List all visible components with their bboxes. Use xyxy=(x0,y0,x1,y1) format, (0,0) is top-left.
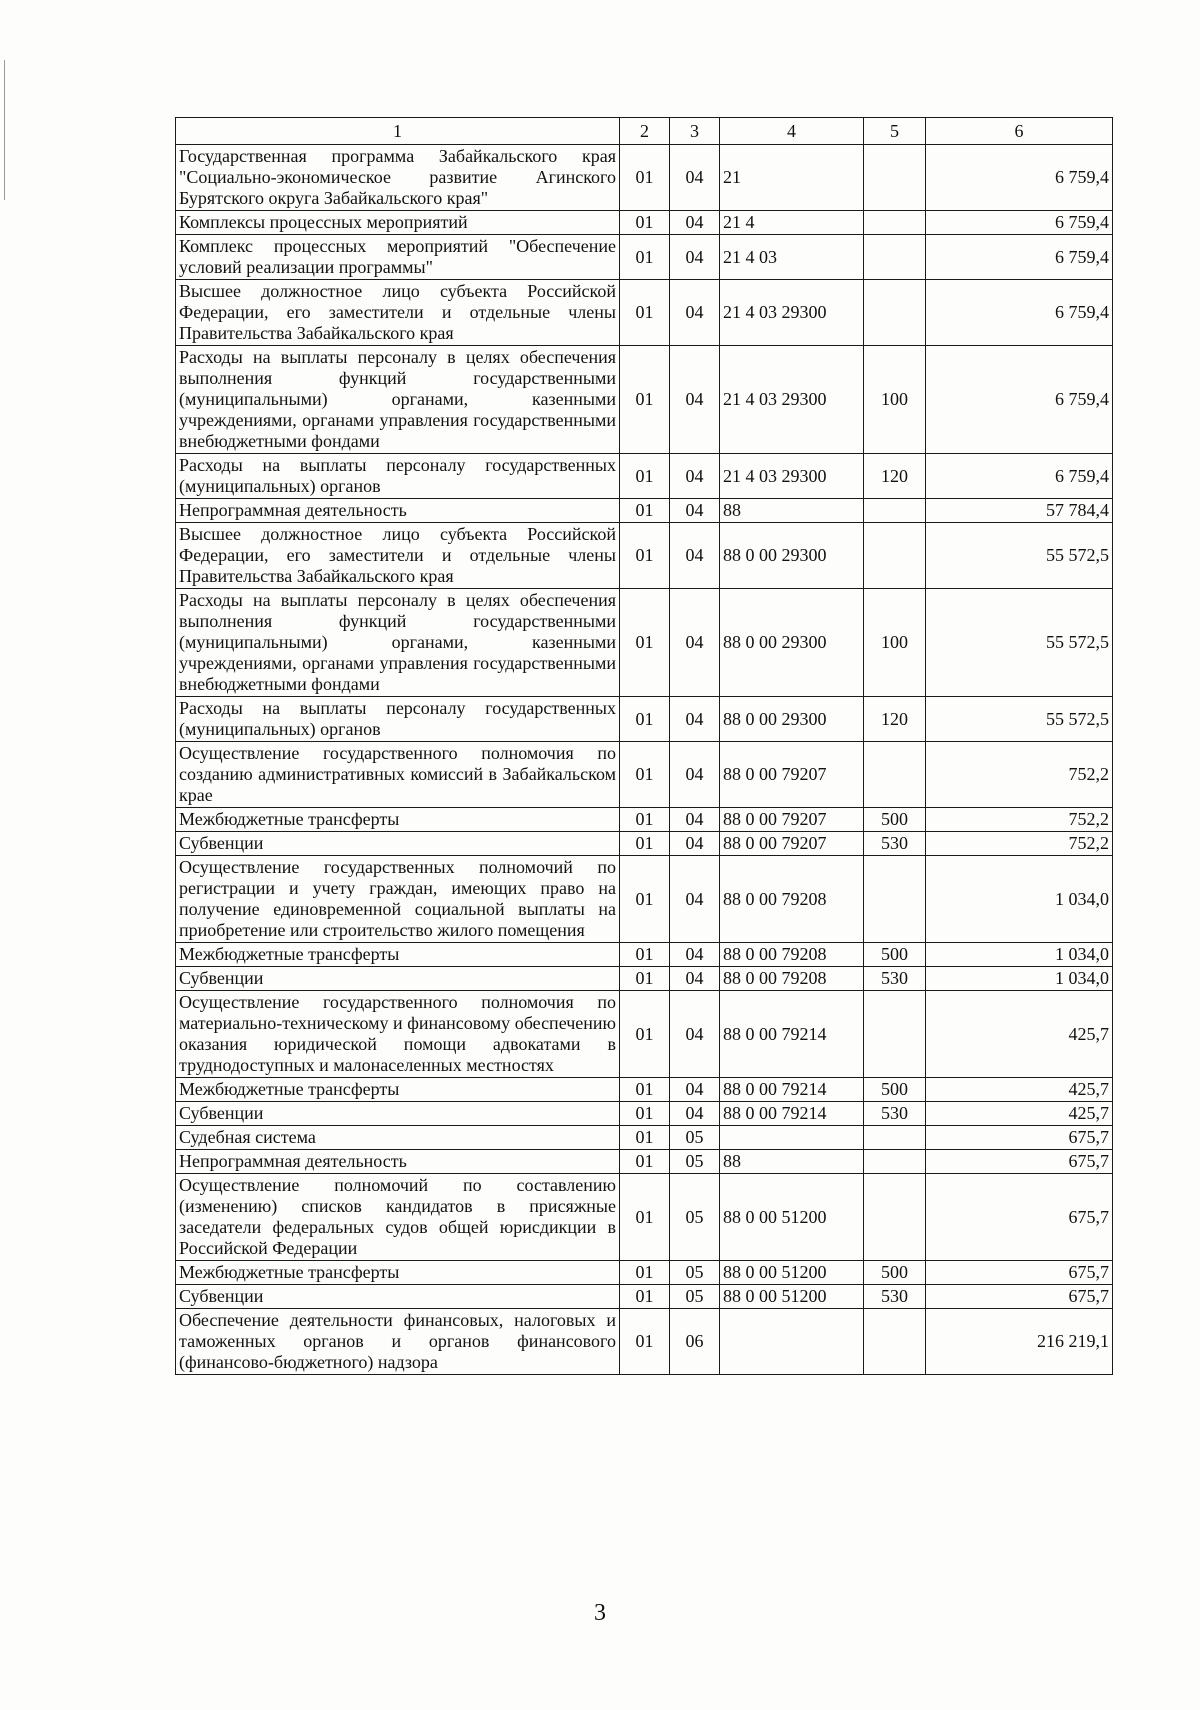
cell-name: Государственная программа Забайкальского края "Социально-экономическое развитие Агинского Бурятского округа Забайкальского края" xyxy=(176,145,620,211)
cell-subsection: 05 xyxy=(670,1285,720,1309)
cell-expense-type: 530 xyxy=(864,832,926,856)
cell-amount: 675,7 xyxy=(926,1261,1113,1285)
cell-amount: 57 784,4 xyxy=(926,499,1113,523)
cell-section: 01 xyxy=(620,523,670,589)
cell-name: Межбюджетные трансферты xyxy=(176,1078,620,1102)
table-row xyxy=(176,1150,1113,1174)
table-row xyxy=(176,499,1113,523)
cell-section: 01 xyxy=(620,1285,670,1309)
cell-subsection: 04 xyxy=(670,967,720,991)
cell-name: Межбюджетные трансферты xyxy=(176,1261,620,1285)
cell-name: Непрограммная деятельность xyxy=(176,499,620,523)
cell-amount: 1 034,0 xyxy=(926,856,1113,943)
cell-amount: 6 759,4 xyxy=(926,211,1113,235)
cell-target-article xyxy=(720,1309,864,1375)
cell-expense-type: 120 xyxy=(864,697,926,742)
cell-target-article: 88 0 00 79207 xyxy=(720,832,864,856)
cell-subsection: 06 xyxy=(670,1309,720,1375)
cell-target-article: 88 0 00 79208 xyxy=(720,856,864,943)
cell-expense-type: 530 xyxy=(864,967,926,991)
scan-margin-line xyxy=(4,60,5,200)
cell-target-article: 21 4 03 xyxy=(720,235,864,280)
cell-expense-type xyxy=(864,211,926,235)
table-row xyxy=(176,832,1113,856)
cell-amount: 1 034,0 xyxy=(926,967,1113,991)
cell-amount: 1 034,0 xyxy=(926,943,1113,967)
cell-target-article: 88 0 00 79214 xyxy=(720,1078,864,1102)
cell-subsection: 04 xyxy=(670,697,720,742)
cell-target-article: 88 0 00 29300 xyxy=(720,697,864,742)
cell-name: Осуществление государственных полномочий по регистрации и учету граждан, имеющих право на получение единовременной социальной выплаты на приобретение или строительство жилого помещения xyxy=(176,856,620,943)
cell-expense-type xyxy=(864,856,926,943)
cell-subsection: 04 xyxy=(670,943,720,967)
cell-section: 01 xyxy=(620,280,670,346)
header-cell-name: 1 xyxy=(176,118,620,145)
cell-section: 01 xyxy=(620,589,670,697)
page-number: 3 xyxy=(594,1600,606,1626)
cell-name: Осуществление государственного полномочия по созданию административных комиссий в Забайкальском крае xyxy=(176,742,620,808)
budget-table xyxy=(175,117,1113,1375)
cell-amount: 425,7 xyxy=(926,1078,1113,1102)
cell-name: Субвенции xyxy=(176,832,620,856)
cell-subsection: 04 xyxy=(670,280,720,346)
cell-name: Осуществление полномочий по составлению (изменению) списков кандидатов в присяжные заседатели федеральных судов общей юрисдикции в Российской Федерации xyxy=(176,1174,620,1261)
cell-amount: 6 759,4 xyxy=(926,346,1113,454)
cell-subsection: 04 xyxy=(670,856,720,943)
cell-subsection: 04 xyxy=(670,1078,720,1102)
cell-subsection: 04 xyxy=(670,991,720,1078)
cell-name: Осуществление государственного полномочия по материально-техническому и финансовому обеспечению оказания юридической помощи адвокатами в труднодоступных и малонаселенных местностях xyxy=(176,991,620,1078)
cell-expense-type xyxy=(864,742,926,808)
cell-target-article: 88 0 00 79208 xyxy=(720,967,864,991)
cell-section: 01 xyxy=(620,454,670,499)
cell-section: 01 xyxy=(620,145,670,211)
cell-name: Расходы на выплаты персоналу государственных (муниципальных) органов xyxy=(176,454,620,499)
header-cell-subsection: 3 xyxy=(670,118,720,145)
cell-name: Комплексы процессных мероприятий xyxy=(176,211,620,235)
cell-expense-type xyxy=(864,280,926,346)
cell-amount: 6 759,4 xyxy=(926,145,1113,211)
table-row xyxy=(176,211,1113,235)
cell-subsection: 04 xyxy=(670,346,720,454)
cell-target-article: 21 4 03 29300 xyxy=(720,346,864,454)
cell-target-article: 88 0 00 29300 xyxy=(720,523,864,589)
cell-amount: 6 759,4 xyxy=(926,235,1113,280)
cell-target-article: 88 0 00 79208 xyxy=(720,943,864,967)
cell-expense-type: 120 xyxy=(864,454,926,499)
cell-name: Субвенции xyxy=(176,1285,620,1309)
cell-name: Расходы на выплаты персоналу в целях обеспечения выполнения функций государственными (муниципальными) органами, казенными учреждениями, органами управления государственными внебюджетными фондами xyxy=(176,589,620,697)
cell-section: 01 xyxy=(620,943,670,967)
cell-target-article: 21 4 xyxy=(720,211,864,235)
cell-name: Межбюджетные трансферты xyxy=(176,808,620,832)
cell-subsection: 04 xyxy=(670,145,720,211)
cell-name: Высшее должностное лицо субъекта Российской Федерации, его заместители и отдельные члены Правительства Забайкальского края xyxy=(176,280,620,346)
cell-section: 01 xyxy=(620,742,670,808)
table-header-row xyxy=(176,118,1113,145)
cell-section: 01 xyxy=(620,1126,670,1150)
header-cell-amount: 6 xyxy=(926,118,1113,145)
cell-subsection: 04 xyxy=(670,499,720,523)
cell-expense-type xyxy=(864,1174,926,1261)
table-row xyxy=(176,523,1113,589)
cell-name: Судебная система xyxy=(176,1126,620,1150)
cell-amount: 752,2 xyxy=(926,742,1113,808)
cell-subsection: 05 xyxy=(670,1126,720,1150)
table-row xyxy=(176,697,1113,742)
cell-name: Расходы на выплаты персоналу государственных (муниципальных) органов xyxy=(176,697,620,742)
cell-name: Субвенции xyxy=(176,1102,620,1126)
cell-expense-type xyxy=(864,145,926,211)
table-row xyxy=(176,1102,1113,1126)
cell-expense-type xyxy=(864,1126,926,1150)
cell-expense-type xyxy=(864,1150,926,1174)
table-row xyxy=(176,1078,1113,1102)
cell-amount: 675,7 xyxy=(926,1126,1113,1150)
cell-target-article: 88 0 00 79207 xyxy=(720,808,864,832)
cell-expense-type xyxy=(864,235,926,280)
cell-target-article: 21 4 03 29300 xyxy=(720,280,864,346)
table-row xyxy=(176,454,1113,499)
cell-subsection: 05 xyxy=(670,1261,720,1285)
table-row xyxy=(176,856,1113,943)
budget-table-container xyxy=(175,117,1112,1375)
table-row xyxy=(176,346,1113,454)
cell-amount: 675,7 xyxy=(926,1285,1113,1309)
cell-name: Субвенции xyxy=(176,967,620,991)
table-row xyxy=(176,1261,1113,1285)
cell-target-article: 88 0 00 79214 xyxy=(720,1102,864,1126)
cell-target-article: 88 0 00 51200 xyxy=(720,1174,864,1261)
table-row xyxy=(176,943,1113,967)
cell-section: 01 xyxy=(620,832,670,856)
cell-target-article: 88 0 00 51200 xyxy=(720,1261,864,1285)
cell-target-article: 21 xyxy=(720,145,864,211)
cell-expense-type xyxy=(864,499,926,523)
cell-subsection: 04 xyxy=(670,832,720,856)
cell-section: 01 xyxy=(620,346,670,454)
cell-expense-type xyxy=(864,991,926,1078)
cell-amount: 752,2 xyxy=(926,808,1113,832)
cell-amount: 55 572,5 xyxy=(926,697,1113,742)
table-row xyxy=(176,742,1113,808)
budget-table-body xyxy=(176,118,1113,1375)
cell-target-article: 88 xyxy=(720,1150,864,1174)
cell-amount: 55 572,5 xyxy=(926,523,1113,589)
cell-name: Комплекс процессных мероприятий "Обеспечение условий реализации программы" xyxy=(176,235,620,280)
cell-section: 01 xyxy=(620,1309,670,1375)
table-row xyxy=(176,589,1113,697)
cell-section: 01 xyxy=(620,1261,670,1285)
cell-name: Высшее должностное лицо субъекта Российской Федерации, его заместители и отдельные члены Правительства Забайкальского края xyxy=(176,523,620,589)
cell-section: 01 xyxy=(620,856,670,943)
cell-subsection: 04 xyxy=(670,589,720,697)
cell-amount: 55 572,5 xyxy=(926,589,1113,697)
cell-name: Расходы на выплаты персоналу в целях обеспечения выполнения функций государственными (муниципальными) органами, казенными учреждениями, органами управления государственными внебюджетными фондами xyxy=(176,346,620,454)
cell-section: 01 xyxy=(620,1150,670,1174)
table-row xyxy=(176,808,1113,832)
cell-subsection: 04 xyxy=(670,1102,720,1126)
table-row xyxy=(176,991,1113,1078)
cell-expense-type: 100 xyxy=(864,346,926,454)
cell-amount: 675,7 xyxy=(926,1174,1113,1261)
header-cell-expense-type: 5 xyxy=(864,118,926,145)
cell-subsection: 04 xyxy=(670,742,720,808)
cell-subsection: 04 xyxy=(670,523,720,589)
cell-amount: 6 759,4 xyxy=(926,454,1113,499)
cell-section: 01 xyxy=(620,697,670,742)
cell-amount: 216 219,1 xyxy=(926,1309,1113,1375)
cell-expense-type: 530 xyxy=(864,1285,926,1309)
cell-section: 01 xyxy=(620,967,670,991)
cell-subsection: 05 xyxy=(670,1174,720,1261)
cell-section: 01 xyxy=(620,1078,670,1102)
table-row xyxy=(176,235,1113,280)
table-row xyxy=(176,967,1113,991)
table-row xyxy=(176,280,1113,346)
header-cell-section: 2 xyxy=(620,118,670,145)
cell-target-article: 88 xyxy=(720,499,864,523)
table-row xyxy=(176,1285,1113,1309)
cell-subsection: 04 xyxy=(670,454,720,499)
cell-section: 01 xyxy=(620,235,670,280)
cell-expense-type: 530 xyxy=(864,1102,926,1126)
cell-subsection: 04 xyxy=(670,235,720,280)
cell-expense-type xyxy=(864,523,926,589)
cell-expense-type xyxy=(864,1309,926,1375)
cell-amount: 752,2 xyxy=(926,832,1113,856)
cell-amount: 425,7 xyxy=(926,991,1113,1078)
cell-amount: 6 759,4 xyxy=(926,280,1113,346)
header-cell-target-article: 4 xyxy=(720,118,864,145)
cell-name: Обеспечение деятельности финансовых, налоговых и таможенных органов и органов финансового (финансово-бюджетного) надзора xyxy=(176,1309,620,1375)
table-row xyxy=(176,145,1113,211)
cell-section: 01 xyxy=(620,499,670,523)
cell-expense-type: 100 xyxy=(864,589,926,697)
cell-expense-type: 500 xyxy=(864,808,926,832)
cell-subsection: 04 xyxy=(670,211,720,235)
cell-subsection: 04 xyxy=(670,808,720,832)
cell-subsection: 05 xyxy=(670,1150,720,1174)
cell-section: 01 xyxy=(620,1174,670,1261)
cell-target-article: 88 0 00 29300 xyxy=(720,589,864,697)
cell-amount: 675,7 xyxy=(926,1150,1113,1174)
cell-name: Непрограммная деятельность xyxy=(176,1150,620,1174)
cell-section: 01 xyxy=(620,211,670,235)
cell-section: 01 xyxy=(620,991,670,1078)
table-row xyxy=(176,1174,1113,1261)
cell-target-article: 88 0 00 51200 xyxy=(720,1285,864,1309)
cell-expense-type: 500 xyxy=(864,943,926,967)
cell-expense-type: 500 xyxy=(864,1078,926,1102)
table-row xyxy=(176,1309,1113,1375)
cell-target-article: 88 0 00 79207 xyxy=(720,742,864,808)
cell-amount: 425,7 xyxy=(926,1102,1113,1126)
cell-target-article: 88 0 00 79214 xyxy=(720,991,864,1078)
cell-target-article: 21 4 03 29300 xyxy=(720,454,864,499)
cell-target-article xyxy=(720,1126,864,1150)
cell-section: 01 xyxy=(620,808,670,832)
cell-name: Межбюджетные трансферты xyxy=(176,943,620,967)
cell-expense-type: 500 xyxy=(864,1261,926,1285)
table-row xyxy=(176,1126,1113,1150)
cell-section: 01 xyxy=(620,1102,670,1126)
